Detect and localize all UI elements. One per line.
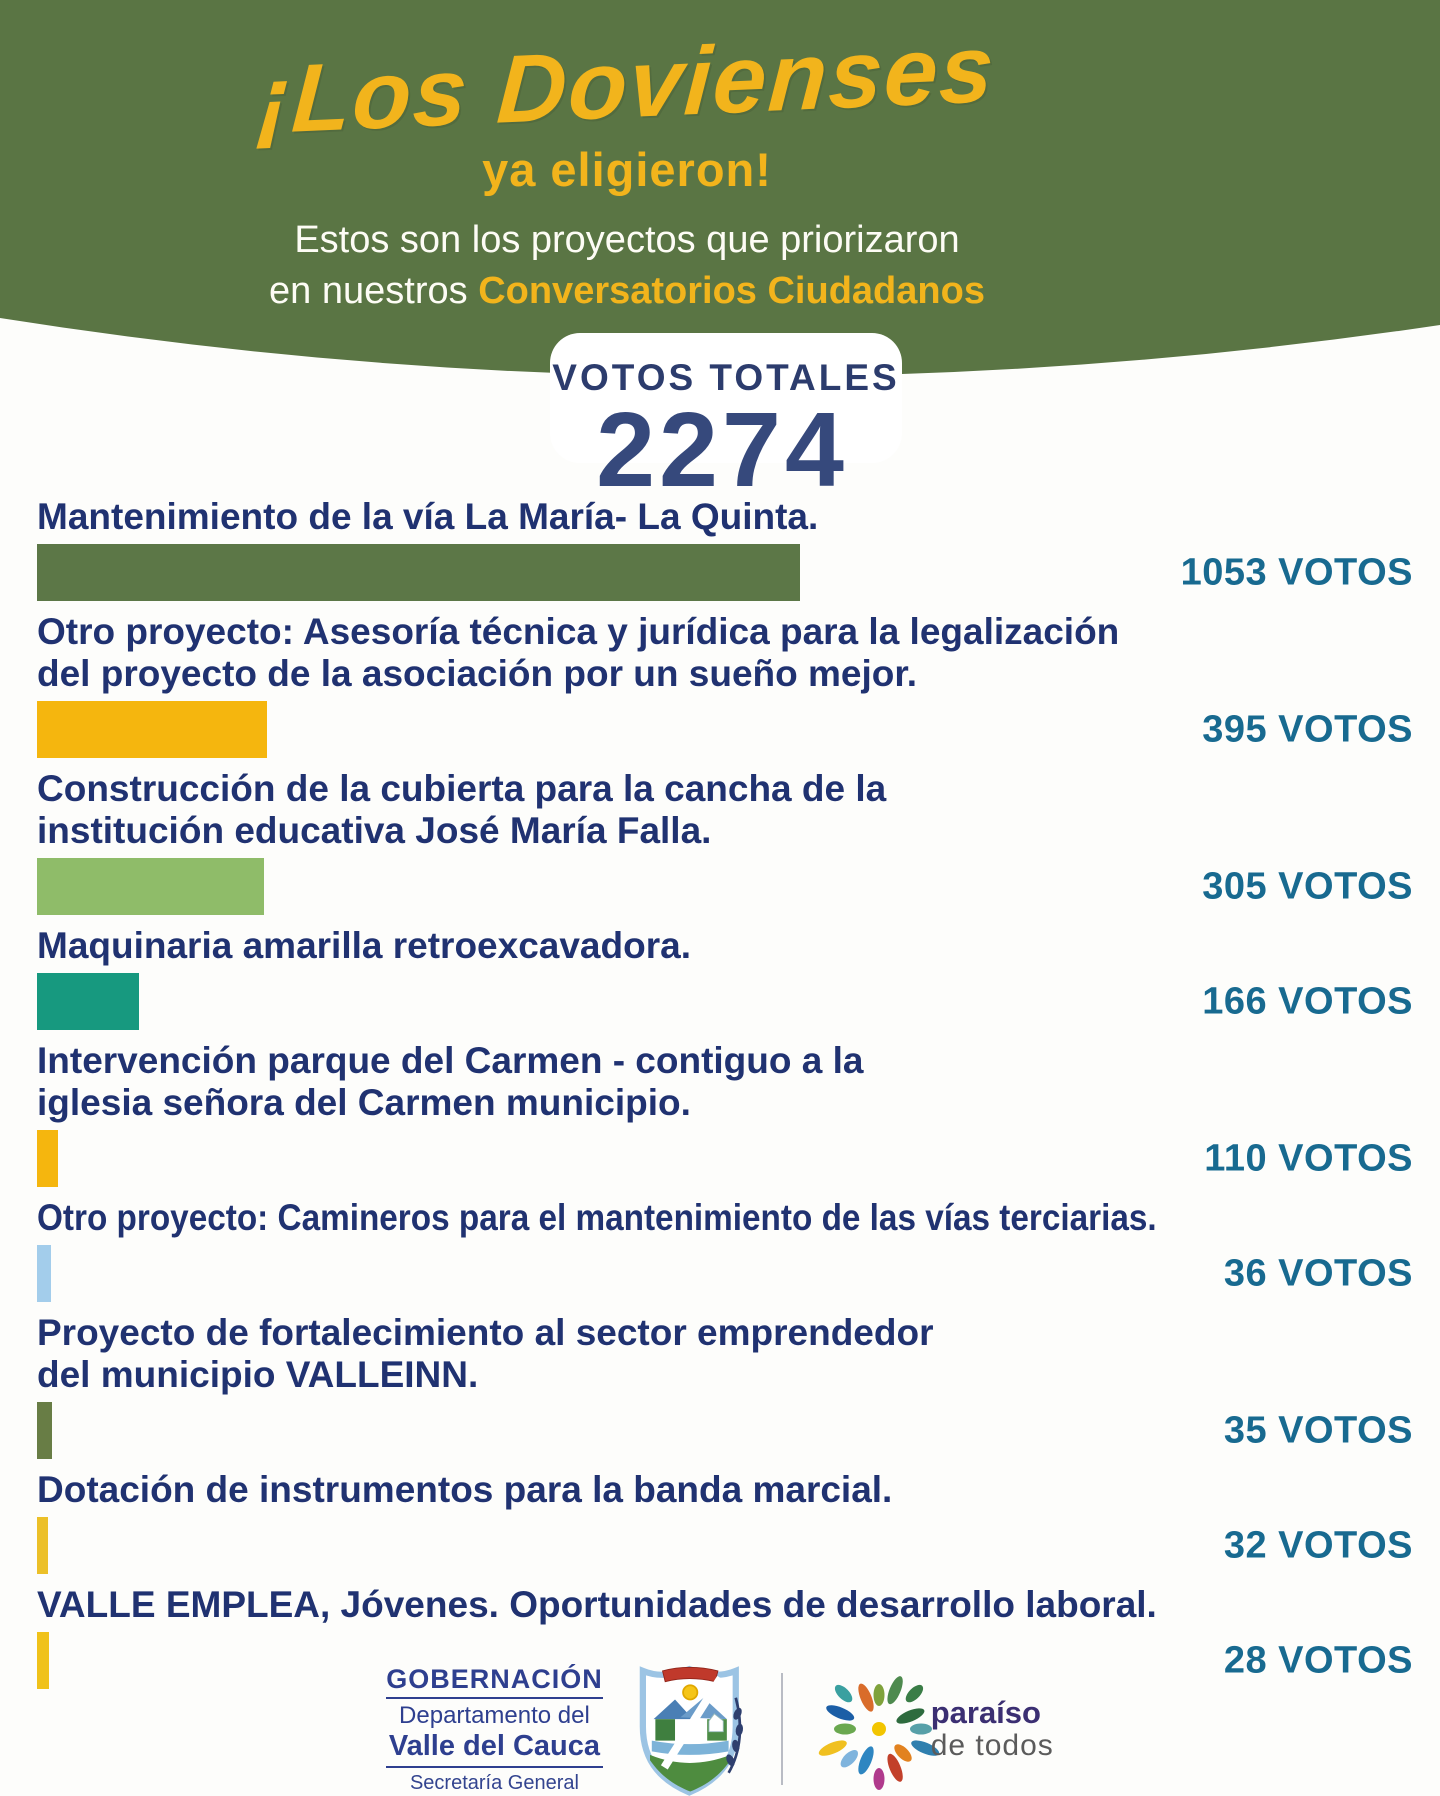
project-title — [37, 925, 1413, 967]
vote-bar-row — [37, 1402, 1413, 1459]
vote-bar-row — [37, 1130, 1413, 1187]
paraiso-de-todos-logo — [809, 1662, 1054, 1796]
vote-bar — [37, 701, 267, 758]
project-title-line: VALLE EMPLEA, Jóvenes. Oportunidades de desarrollo laboral. — [37, 1584, 1157, 1625]
vote-count-label: 395 VOTOS — [1202, 708, 1413, 750]
vote-bar-row — [37, 544, 1413, 601]
project-title — [37, 1469, 1413, 1511]
vote-count-label: 36 VOTOS — [1223, 1252, 1413, 1294]
project-title-line: del municipio VALLEINN. — [37, 1354, 479, 1395]
project-row — [37, 1197, 1413, 1302]
vote-bar-row — [37, 1245, 1413, 1302]
header — [0, 0, 1254, 313]
vote-bar — [37, 1245, 51, 1302]
vote-count-label: 305 VOTOS — [1202, 865, 1413, 907]
vote-bar-row — [37, 858, 1413, 915]
projects-list — [37, 496, 1413, 1699]
gobernacion-line4: Secretaría General — [409, 1771, 579, 1794]
project-row — [37, 496, 1413, 601]
main-title-script: ¡Los Dovienses — [255, 14, 999, 155]
subtitle-line2-prefix: en nuestros — [269, 270, 479, 312]
project-row — [37, 1312, 1413, 1459]
project-row — [37, 611, 1413, 758]
project-row — [37, 1469, 1413, 1574]
project-title-line: institución educativa José María Falla. — [37, 810, 712, 851]
vote-bar — [37, 1517, 48, 1574]
project-title-line: Proyecto de fortalecimiento al sector emprendedor — [37, 1312, 934, 1353]
vote-count-label: 110 VOTOS — [1204, 1137, 1413, 1179]
project-row — [37, 768, 1413, 915]
vote-bar — [37, 1402, 52, 1459]
gobernacion-line1: GOBERNACIÓN — [386, 1664, 603, 1699]
vote-bar-row — [37, 973, 1413, 1030]
subtitle-line1: Estos son los proyectos que priorizaron — [294, 219, 960, 261]
total-votes-value: 2274 — [596, 391, 848, 509]
project-title-line: Intervención parque del Carmen - contiguo a la — [37, 1040, 864, 1081]
project-title-line: Otro proyecto: Asesoría técnica y jurídica para la legalización — [37, 611, 1120, 652]
vote-bar — [37, 544, 800, 601]
vote-bar-row — [37, 1517, 1413, 1574]
vote-count-label: 32 VOTOS — [1223, 1524, 1413, 1566]
gobernacion-line3: Valle del Cauca — [386, 1730, 603, 1767]
footer-divider — [781, 1673, 783, 1785]
vote-bar — [37, 973, 139, 1030]
total-votes-label: VOTOS TOTALES — [552, 357, 900, 398]
footer — [0, 1662, 1440, 1796]
project-title — [37, 1312, 1413, 1396]
project-title-line: Dotación de instrumentos para la banda marcial. — [37, 1469, 893, 1510]
subtitle-line2 — [0, 270, 1254, 313]
vote-count-label: 28 VOTOS — [1223, 1639, 1413, 1681]
project-title-line: Mantenimiento de la vía La María- La Quinta. — [37, 496, 819, 537]
project-title — [37, 768, 1413, 852]
paraiso-line1: paraíso — [930, 1694, 1041, 1730]
subtitle-line2-highlight: Conversatorios Ciudadanos — [478, 270, 985, 312]
valle-del-cauca-shield-icon — [629, 1662, 755, 1796]
project-title — [37, 611, 1413, 695]
project-row — [37, 925, 1413, 1030]
project-title-line: del proyecto de la asociación por un sueño mejor. — [37, 653, 917, 694]
paraiso-line2: de todos — [930, 1728, 1054, 1762]
project-title-line: iglesia señora del Carmen municipio. — [37, 1082, 691, 1123]
vote-count-label: 1053 VOTOS — [1180, 551, 1413, 593]
vote-count-label: 166 VOTOS — [1202, 980, 1413, 1022]
project-title — [37, 1197, 1275, 1239]
gobernacion-logo-text — [386, 1664, 603, 1794]
project-title — [37, 1584, 1413, 1626]
gobernacion-line2: Departamento del — [399, 1702, 590, 1730]
project-title — [37, 1040, 1413, 1124]
main-title-sub: ya eligieron! — [482, 143, 772, 196]
paraiso-burst-icon — [809, 1662, 949, 1796]
project-title-line: Maquinaria amarilla retroexcavadora. — [37, 925, 691, 966]
project-row — [37, 1040, 1413, 1187]
vote-count-label: 35 VOTOS — [1223, 1409, 1413, 1451]
vote-bar — [37, 1130, 58, 1187]
project-title-line: Otro proyecto: Camineros para el mantenimiento de las vías terciarias. — [37, 1197, 1157, 1238]
vote-bar-row — [37, 701, 1413, 758]
vote-bar — [37, 858, 264, 915]
project-title-line: Construcción de la cubierta para la cancha de la — [37, 768, 887, 809]
